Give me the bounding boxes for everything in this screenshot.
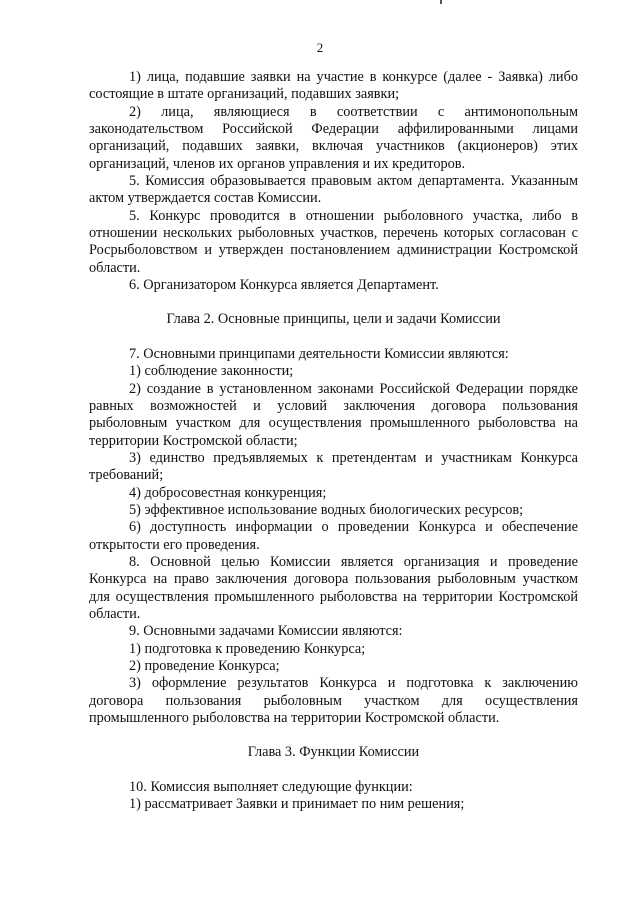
- paragraph-list-item-1: 1) лица, подавшие заявки на участие в конкурсе (далее - Заявка) либо состоящие в штате организаций, подавших заявки;: [89, 69, 578, 103]
- principle-item-4: 4) добросовестная конкуренция;: [129, 484, 327, 501]
- paragraph-clause-5-contest: 5. Конкурс проводится в отношении рыболовного участка, либо в отношении нескольких рыболовных участков, перечень которых согласован с Росрыболовством и утвержден постановлением администрации Костромской области.: [89, 207, 578, 276]
- principle-item-3: 3) единство предъявляемых к претендентам и участникам Конкурса требований;: [89, 449, 578, 484]
- paragraph-list-item-2: 2) лица, являющиеся в соответствии с антимонопольным законодательством Российской Федерации аффилированными лицами организаций, подавших заявки, включая участников (акционеров) этих организаций, членов их органов управления и их кредиторов.: [89, 103, 578, 172]
- paragraph-clause-9: 9. Основными задачами Комиссии являются:: [129, 623, 403, 640]
- paragraph-clause-6: 6. Организатором Конкурса является Департамент.: [129, 277, 439, 294]
- task-item-1: 1) подготовка к проведению Конкурса;: [129, 640, 366, 657]
- chapter-3-heading: Глава 3. Функции Комиссии: [247, 744, 420, 761]
- paragraph-clause-5-commission: 5. Комиссия образовывается правовым актом департамента. Указанным актом утверждается состав Комиссии.: [89, 173, 578, 207]
- principle-item-6: 6) доступность информации о проведении Конкурса и обеспечение открытости его проведения.: [89, 519, 578, 553]
- task-item-2: 2) проведение Конкурса;: [129, 658, 280, 674]
- principle-item-2: 2) создание в установленном законами Российской Федерации порядке равных возможностей и условий заключения договора пользования рыболовным участком для осуществления промышленного рыболовства на территории Костромской области;: [89, 380, 578, 449]
- task-item-3: 3) оформление результатов Конкурса и подготовка к заключению договора пользования рыболовным участком для осуществления промышленного рыболовства на территории Костромской области.: [89, 675, 578, 727]
- scan-mark: [440, 0, 442, 4]
- document-body: [89, 69, 578, 813]
- paragraph-clause-10: 10. Комиссия выполняет следующие функции:: [129, 778, 413, 795]
- chapter-2-heading: Глава 2. Основные принципы, цели и задачи Комиссии: [166, 311, 501, 328]
- page-number: 2: [316, 40, 324, 55]
- paragraph-clause-8: 8. Основной целью Комиссии является организация и проведение Конкурса на право заключения договора пользования рыболовным участком для осуществления промышленного рыболовства на территории Костромской области.: [89, 553, 578, 622]
- function-item-1: 1) рассматривает Заявки и принимает по ним решения;: [129, 796, 465, 813]
- paragraph-clause-7: 7. Основными принципами деятельности Комиссии являются:: [129, 345, 509, 362]
- principle-item-5: 5) эффективное использование водных биологических ресурсов;: [129, 501, 524, 518]
- principle-item-1: 1) соблюдение законности;: [129, 363, 294, 380]
